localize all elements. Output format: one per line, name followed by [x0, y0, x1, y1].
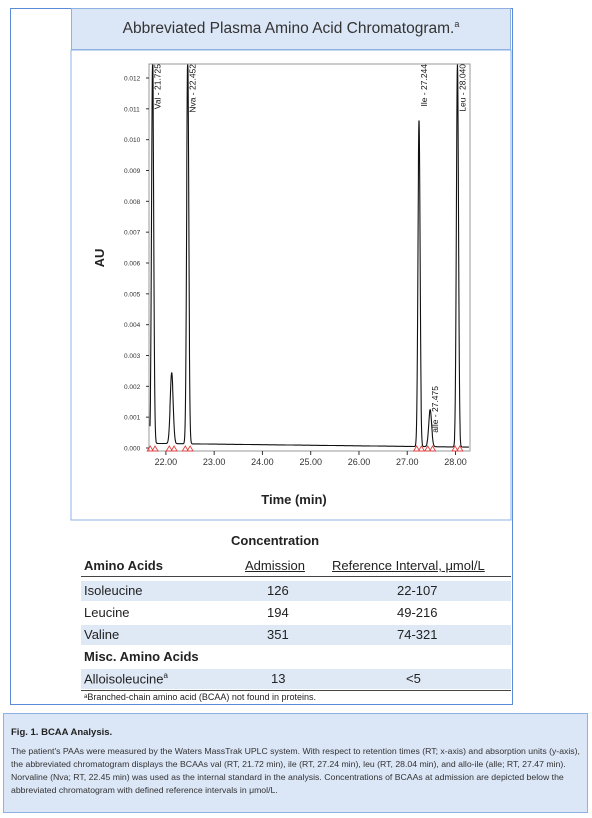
y-axis-label: AU: [92, 248, 107, 268]
admission-value: 194: [267, 605, 289, 620]
integration-marker: [171, 446, 177, 451]
caption-box: [3, 713, 588, 813]
table-row: [81, 581, 511, 601]
peak-label: Ile - 27.244: [419, 64, 430, 107]
x-tick-label: 23.00: [202, 457, 226, 467]
y-tick-label: 0.001: [124, 414, 141, 422]
x-tick-label: 26.00: [347, 457, 371, 467]
y-tick-label: 0.000: [124, 445, 141, 453]
table-row: [81, 625, 511, 645]
amino-acid-name: Leucine: [84, 605, 130, 620]
peak-label: alle - 27.475: [430, 386, 441, 433]
peak-label: Nva - 22.452: [187, 64, 198, 113]
plot-border: [149, 64, 470, 451]
reference-value: 22-107: [397, 583, 438, 598]
caption-text: The patient's PAAs were measured by the Waters MassTrak UPLC system. With respect to retention times (RT; x-axis) and absorption units (y-axis), the abbreviated chromatogram displays the BCAAs val (RT, 21.72 min), ile (RT, 27.24 min), leu (RT, 28.04 min), and allo-ile (alle; RT, 27.47 min). Norvaline (Nva; RT, 22.45 min) was used as the internal standard in the analysis. Concentrations of BCAAs at admission are depicted below the abbreviated chromatogram with defined reference intervals in μmol/L.: [11, 746, 580, 795]
y-tick-label: 0.002: [124, 383, 141, 391]
admission-header: Admission: [245, 558, 305, 573]
integration-marker: [152, 446, 158, 451]
x-tick-label: 25.00: [299, 457, 322, 467]
x-tick-label: 27.00: [395, 457, 419, 467]
y-tick-label: 0.006: [124, 260, 141, 268]
y-tick-label: 0.012: [124, 75, 141, 83]
table-footnote: ᵃBranched-chain amino acid (BCAA) not found in proteins.: [84, 692, 316, 702]
y-tick-label: 0.005: [124, 291, 141, 299]
y-tick-label: 0.003: [124, 353, 141, 360]
y-tick-label: 0.009: [124, 168, 141, 175]
y-tick-label: 0.007: [124, 229, 141, 237]
peak-label: Leu - 28.040: [457, 64, 468, 112]
misc-header-row: [81, 647, 511, 667]
amino-acids-header: Amino Acids: [84, 558, 163, 573]
y-tick-label: 0.004: [124, 322, 141, 330]
reference-value: 49-216: [397, 605, 438, 620]
reference-value: 74-321: [397, 627, 438, 642]
integration-marker: [187, 446, 193, 451]
x-tick-label: 28.00: [444, 457, 467, 467]
x-axis-label: Time (min): [261, 492, 327, 507]
amino-acid-name: Isoleucine: [84, 583, 143, 598]
y-tick-label: 0.010: [124, 137, 141, 145]
amino-acid-name: Alloisoleucine$^a$: [84, 671, 168, 687]
misc-amino-acids-header: Misc. Amino Acids: [84, 649, 199, 664]
peak-label: Val - 21.725: [152, 64, 163, 110]
x-tick-label: 24.00: [251, 457, 274, 467]
reference-interval-header: Reference Interval, μmol/L: [332, 558, 485, 573]
table-divider: [81, 576, 511, 577]
admission-value: 351: [267, 627, 289, 642]
amino-acid-name: Valine: [84, 627, 120, 642]
table-row: [81, 669, 511, 689]
admission-value: 13: [271, 671, 286, 686]
concentration-header: Concentration: [231, 533, 320, 548]
caption-label: Fig. 1. BCAA Analysis.: [11, 727, 113, 738]
figure-title: Abbreviated Plasma Amino Acid Chromatogram.$^a$: [122, 19, 460, 38]
table-row: [81, 603, 511, 623]
table-bottom-divider: [81, 690, 511, 691]
y-tick-label: 0.008: [124, 198, 141, 206]
table-header-row: [81, 556, 511, 576]
admission-value: 126: [267, 583, 289, 598]
chromatogram-trace: [150, 65, 469, 447]
y-tick-label: 0.011: [124, 106, 140, 114]
reference-value: <5: [406, 671, 421, 686]
x-tick-label: 22.00: [154, 457, 178, 467]
